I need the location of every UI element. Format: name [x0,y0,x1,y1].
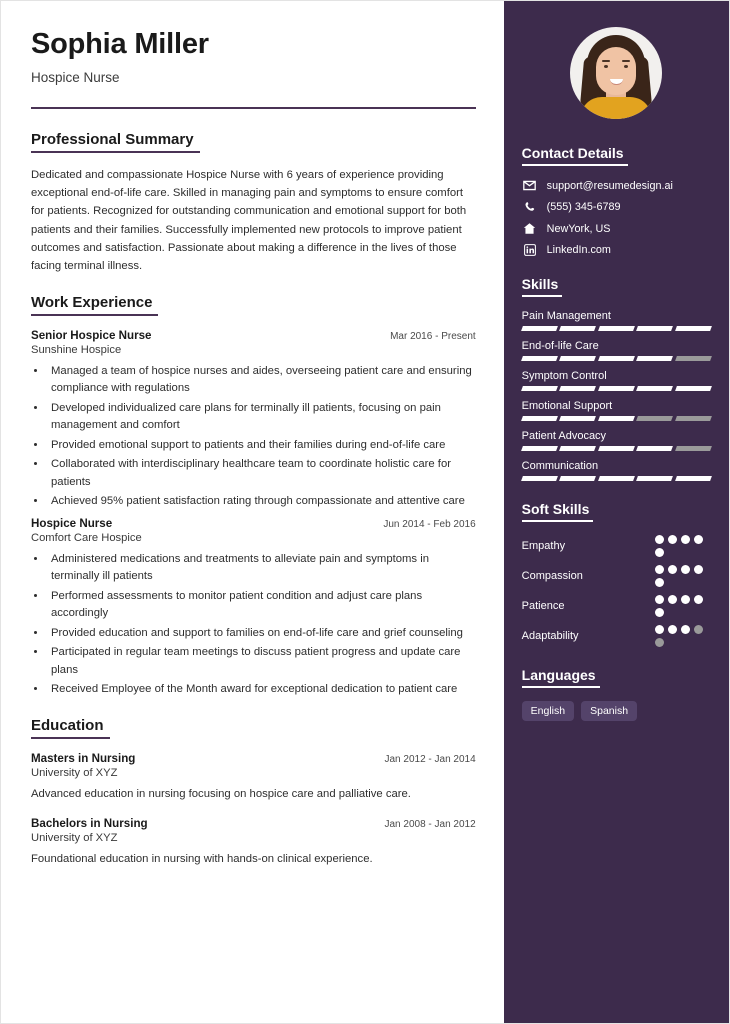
work-bullet: • Received Employee of the Month award for exceptional dedication to patient care [47,681,476,699]
avatar-shirt-icon [580,97,652,119]
skill-label: Emotional Support [521,400,613,412]
section-professional-summary [31,131,476,276]
contact-value: (555) 345-6789 [546,201,621,213]
avatar-face-icon [596,47,636,95]
skill-rating-bar [522,416,711,421]
sidebar [504,1,729,1023]
candidate-job-title: Hospice Nurse [31,69,120,85]
contact-list [522,179,711,256]
skill-item [522,460,711,481]
education-degree: Masters in Nursing [31,751,136,765]
work-bullet: • Administered medications and treatments to alleviate pain and symptoms in terminally ill patients [47,551,476,586]
soft-skill-item [522,625,711,647]
skill-rating-bar [522,476,711,481]
skill-item [522,400,711,421]
soft-skill-rating [655,535,711,557]
skill-label: Patient Advocacy [521,430,607,442]
skill-label: Communication [521,460,599,472]
header-divider [31,107,476,109]
work-entry-role: Hospice Nurse [31,516,113,530]
skill-segment [636,416,673,421]
soft-skill-dot [655,535,664,544]
education-degree: Bachelors in Nursing [31,816,148,830]
section-heading-soft-skills: Soft Skills [522,501,594,522]
skill-item [522,430,711,451]
soft-skill-dot [668,595,677,604]
avatar-brow-right-icon [622,60,630,62]
skill-segment [559,446,596,451]
skill-rating-bar [522,386,711,391]
work-entry-organization: Sunshine Hospice [31,343,122,356]
skill-segment [636,446,673,451]
skill-rating-bar [522,326,711,331]
skill-segment [559,416,596,421]
section-languages [522,667,711,721]
soft-skill-dot [655,608,664,617]
soft-skill-dot [655,595,664,604]
work-bullet-list [47,551,476,699]
soft-skill-dot [668,535,677,544]
work-bullet: • Collaborated with interdisciplinary healthcare team to coordinate holistic care for patients [47,456,476,491]
soft-skill-dot [668,565,677,574]
envelope-icon [522,179,538,192]
skill-label: Symptom Control [521,370,607,382]
skill-segment [598,356,635,361]
soft-skill-dot [655,625,664,634]
summary-text: Dedicated and compassionate Hospice Nurse with 6 years of experience providing exceptional end-of-life care. Skilled in managing pain and symptoms to ensure comfort for patients. Recognized for outstanding communication and emotional support for both patients and their families. Successfully implemented new protocols to improve patient outcomes and satisfaction. Passionate about making a difference in the lives of those facing terminal illness. [31,168,467,273]
section-heading-summary: Professional Summary [31,131,200,153]
contact-row[interactable] [522,244,711,256]
soft-skill-label: Adaptability [521,630,579,642]
candidate-name: Sophia Miller [31,28,209,60]
work-entry [31,517,476,699]
phone-icon [522,201,538,213]
contact-value: NewYork, US [546,222,611,235]
contact-value: support@resumedesign.ai [546,179,673,192]
soft-skill-dot [681,535,690,544]
page-title [31,29,476,85]
work-bullet: • Participated in regular team meetings to discuss patient progress and update care plans [47,644,476,679]
skill-segment [559,326,596,331]
contact-row[interactable] [522,222,711,235]
soft-skill-item [522,595,711,617]
work-bullet: • Performed assessments to monitor patient condition and adjust care plans accordingly [47,588,476,623]
work-bullet: • Developed individualized care plans for terminally ill patients, focusing on pain management and comfort [47,400,476,435]
skill-segment [598,386,635,391]
education-date: Jan 2012 - Jan 2014 [384,753,476,765]
contact-row[interactable] [522,179,711,192]
section-soft-skills [522,501,711,647]
work-bullet: • Provided emotional support to patients and their families during end-of-life care [47,437,476,455]
soft-skill-dot [681,595,690,604]
soft-skill-rating [655,565,711,587]
skill-label: End-of-life Care [521,340,599,352]
work-entry-header [31,329,476,342]
skill-segment [598,416,635,421]
skill-segment [521,356,558,361]
skill-item [522,370,711,391]
soft-skill-dot [655,565,664,574]
section-contact-details [522,145,711,256]
soft-skill-dot [655,638,664,647]
section-work-experience [31,294,476,699]
education-entry-header [31,752,476,765]
skill-segment [521,446,558,451]
soft-skill-dot [668,625,677,634]
soft-skill-dot [681,625,690,634]
work-bullet-list [47,363,476,511]
skill-segment [598,476,635,481]
skill-segment [675,326,712,331]
skill-segment [521,326,558,331]
education-description: Foundational education in nursing with hands-on clinical experience. [31,852,373,865]
section-skills [522,276,711,481]
work-entry-list [31,329,476,699]
section-heading-contact: Contact Details [522,145,628,166]
soft-skill-item [522,565,711,587]
skill-item [522,310,711,331]
avatar [570,27,662,119]
soft-skill-list [522,535,711,647]
section-heading-languages: Languages [522,667,600,688]
skill-segment [521,476,558,481]
linkedin-icon [522,244,538,256]
skill-rating-bar [522,446,711,451]
sidebar-content [504,145,729,721]
skill-segment [521,416,558,421]
avatar-brow-left-icon [602,60,610,62]
contact-value: LinkedIn.com [546,244,611,256]
skill-segment [521,386,558,391]
section-education [31,717,476,869]
skill-segment [636,356,673,361]
soft-skill-dot [694,565,703,574]
soft-skill-dot [655,548,664,557]
skill-list [522,310,711,481]
work-entry-date: Jun 2014 - Feb 2016 [383,518,476,530]
skill-segment [675,356,712,361]
section-heading-work: Work Experience [31,294,158,316]
skill-segment [559,356,596,361]
work-entry-header [31,517,476,530]
skill-segment [675,416,712,421]
soft-skill-dot [681,565,690,574]
work-bullet: • Achieved 95% patient satisfaction rating through compassionate and attentive care [47,493,476,511]
education-school: University of XYZ [31,766,118,779]
skill-segment [559,386,596,391]
work-entry-date: Mar 2016 - Present [390,330,476,342]
education-description: Advanced education in nursing focusing on hospice care and palliative care. [31,787,411,800]
education-entry [31,817,476,869]
language-tag[interactable]: English [522,701,574,721]
education-date: Jan 2008 - Jan 2012 [384,818,476,830]
work-entry-organization: Comfort Care Hospice [31,531,142,544]
skill-segment [598,326,635,331]
education-entry [31,752,476,804]
work-entry-role: Senior Hospice Nurse [31,328,152,342]
skill-item [522,340,711,361]
soft-skill-rating [655,595,711,617]
skill-segment [636,326,673,331]
section-heading-skills: Skills [522,276,563,297]
soft-skill-label: Patience [521,600,565,612]
soft-skill-item [522,535,711,557]
soft-skill-rating [655,625,711,647]
soft-skill-dot [694,535,703,544]
skill-label: Pain Management [521,310,611,322]
skill-segment [559,476,596,481]
main-column [1,1,504,1023]
work-bullet: • Managed a team of hospice nurses and aides, overseeing patient care and ensuring compliance with regulations [47,363,476,398]
soft-skill-dot [694,625,703,634]
language-tag[interactable]: Spanish [581,701,637,721]
skill-segment [675,476,712,481]
education-entry-list [31,752,476,869]
soft-skill-dot [655,578,664,587]
soft-skill-label: Empathy [521,540,566,552]
work-bullet: • Provided education and support to families on end-of-life care and grief counseling [47,625,476,643]
section-heading-education: Education [31,717,110,739]
soft-skill-dot [694,595,703,604]
skill-segment [636,476,673,481]
skill-segment [675,386,712,391]
skill-rating-bar [522,356,711,361]
skill-segment [675,446,712,451]
language-tag-list [522,701,711,721]
skill-segment [636,386,673,391]
avatar-container [504,1,729,145]
education-entry-header [31,817,476,830]
soft-skill-label: Compassion [521,570,583,582]
education-school: University of XYZ [31,831,118,844]
work-entry [31,329,476,511]
skill-segment [598,446,635,451]
contact-row[interactable] [522,201,711,213]
home-icon [522,222,538,235]
